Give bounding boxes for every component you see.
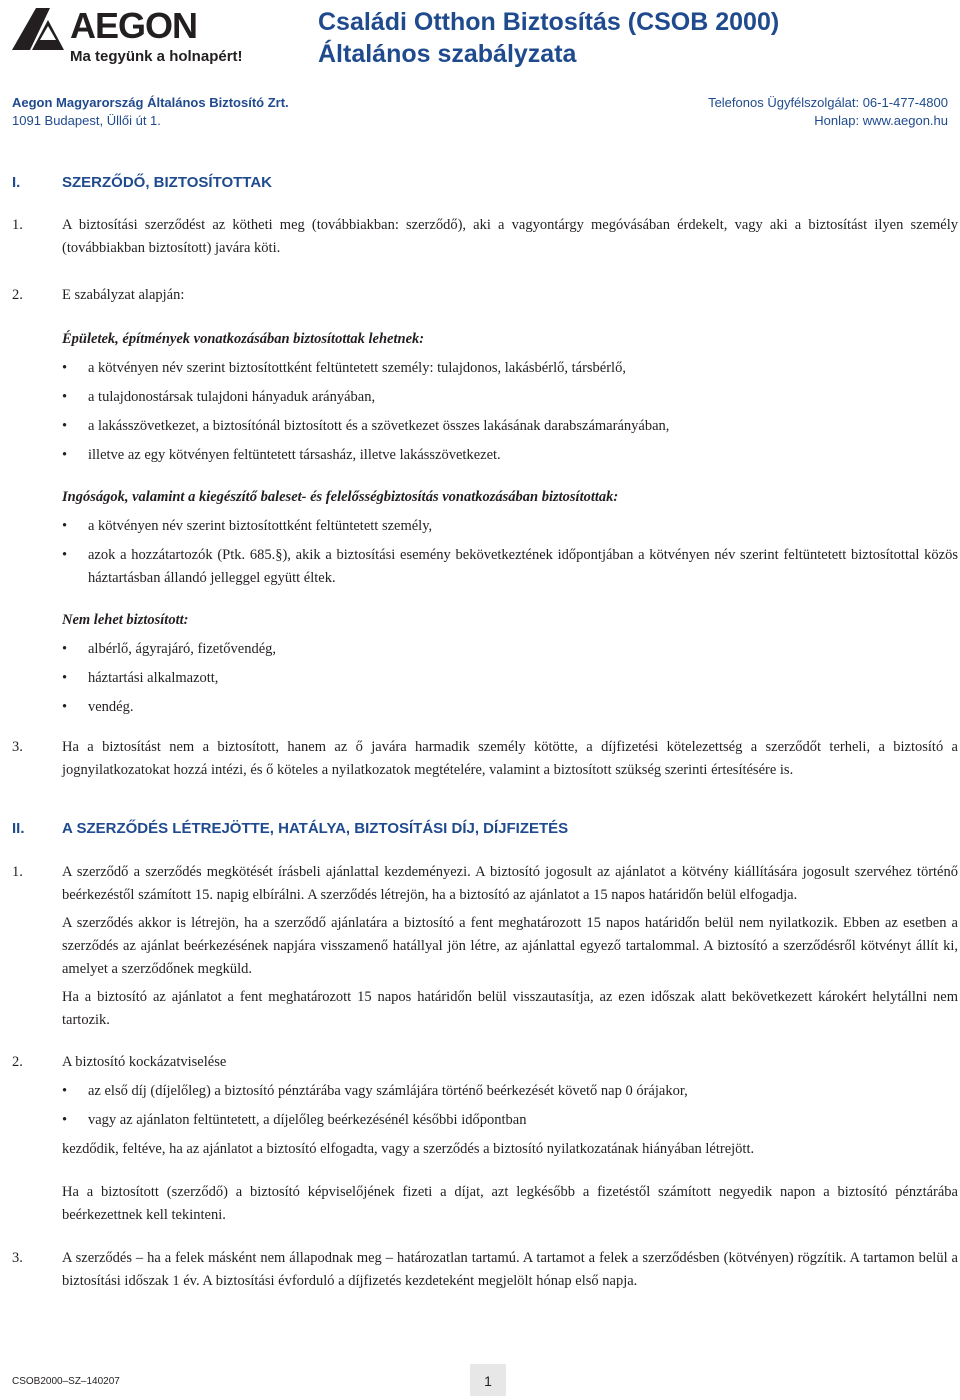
list-item: • a kötvényen név szerint biztosítottként feltüntetett személy: tulajdonos, lakásbérlő, társbérlő, (12, 357, 958, 380)
paragraph-number: 1. (12, 217, 23, 233)
list-item: • a lakásszövetkezet, a biztosítónál biztosított és a szövetkezet összes lakásának darabszámarányában, (12, 415, 958, 438)
section-2-body (12, 861, 958, 1293)
paragraph-1-2 (12, 284, 958, 307)
logo-tagline: Ma tegyünk a holnapért! (70, 48, 243, 65)
risk-start-list (12, 1080, 958, 1132)
paragraph-text: Ha a biztosított (szerződő) a biztosító képviselőjének fizeti a díjat, azt legkésőbb a fizetéstől számított negyedik napon a biztosító pénztárába beérkezettnek kell tekinteni. (62, 1184, 958, 1223)
company-name: Aegon Magyarország Általános Biztosító Zrt. (12, 95, 289, 110)
list-item: • illetve az egy kötvényen feltüntetett társasház, illetve lakásszövetkezet. (12, 444, 958, 467)
list-item: • a kötvényen név szerint biztosítottként feltüntetett személy, (12, 515, 958, 538)
aegon-logo-icon (10, 6, 68, 52)
list-item: • azok a hozzátartozók (Ptk. 685.§), akik a biztosítási esemény bekövetkeztének időpontjában a kötvényen név szerint feltüntetett biztosítottal közös háztartásban állandó jelleggel együtt éltek. (12, 544, 958, 590)
paragraph-number: 3. (12, 739, 23, 755)
list-item: • az első díj (díjelőleg) a biztosító pénztárába vagy számlájára történő beérkezését követő nap 0 órájakor, (12, 1080, 958, 1103)
section-1-body (12, 214, 958, 782)
paragraph-text: Ha a biztosítást nem a biztosított, hanem az ő javára harmadik személy kötötte, a díjfizetési kötelezettség a szerződőt terheli, a biztosító a jognyilatkozatokat hozzá intézi, és ő köteles a nyilatkozatok megtételére, valamint a biztosított szükség szerinti értesítésére is. (62, 739, 958, 778)
excluded-list (12, 638, 958, 719)
list-item: • háztartási alkalmazott, (12, 667, 958, 690)
paragraph-text: A biztosító kockázatviselése (62, 1054, 227, 1070)
movables-list (12, 515, 958, 590)
section-title: A SZERZŐDÉS LÉTREJÖTTE, HATÁLYA, BIZTOSÍTÁSI DÍJ, DÍJFIZETÉS (62, 820, 569, 837)
movables-heading: Ingóságok, valamint a kiegészítő baleset- és felelősségbiztosítás vonatkozásában biztosítottak: (62, 489, 619, 505)
paragraph-number: 2. (12, 287, 23, 303)
paragraph-text: A szerződés akkor is létrejön, ha a szerződő ajánlatára a biztosító a fent meghatározott 15 napos határidőn belül nem nyilatkozik. Ebben az esetben a szerződés az ajánlat beérkezésének napjára visszamenő hatállyal jön létre, az ajánlattal egyező tartalommal. A biztosító a szerződésről kötvényt állít ki, amelyet a szerződőnek megküld. (62, 915, 958, 977)
paragraph-2-3 (12, 1247, 958, 1293)
aegon-logo (10, 4, 260, 68)
document-code: CSOB2000–SZ–140207 (12, 1376, 120, 1387)
excluded-heading: Nem lehet biztosított: (62, 612, 189, 628)
paragraph-2-1 (12, 861, 958, 1032)
contact-info (708, 94, 948, 130)
paragraph-text: A biztosítási szerződést az kötheti meg (továbbiakban: szerződő), aki a vagyontárgy megóvásában érdekelt, vagy aki a biztosítást ilyen személy (továbbiakban biztosított) javára köti. (62, 217, 958, 256)
paragraph-text: E szabályzat alapján: (62, 287, 185, 303)
website-line: Honlap: www.aegon.hu (814, 113, 948, 128)
phone-line: Telefonos Ügyfélszolgálat: 06-1-477-4800 (708, 95, 948, 110)
paragraph-number: 1. (12, 864, 23, 880)
paragraph-text: kezdődik, feltéve, ha az ajánlatot a biztosító elfogadta, vagy a szerződés a biztosító nyilatkozatának hiányában létrejött. (62, 1141, 755, 1157)
paragraph-1-3 (12, 736, 958, 782)
company-address: 1091 Budapest, Üllői út 1. (12, 113, 161, 128)
list-item: • vendég. (12, 696, 958, 719)
buildings-heading: Épületek, építmények vonatkozásában biztosítottak lehetnek: (62, 331, 425, 347)
list-item: • albérlő, ágyrajáró, fizetővendég, (12, 638, 958, 661)
section-number: II. (12, 820, 25, 837)
section-heading-1 (12, 174, 272, 191)
section-number: I. (12, 174, 21, 191)
paragraph-1-1 (12, 214, 958, 260)
company-info (12, 94, 289, 130)
list-item: • vagy az ajánlaton feltüntetett, a díjelőleg beérkezésénél későbbi időpontban (12, 1109, 958, 1132)
paragraph-number: 3. (12, 1250, 23, 1266)
paragraph-text: Ha a biztosító az ajánlatot a fent meghatározott 15 napos határidőn belül visszautasítja, az ezen időszak alatt bekövetkezett károkért helytállni nem tartozik. (62, 989, 958, 1028)
title-line-1: Családi Otthon Biztosítás (CSOB 2000) (318, 8, 780, 36)
section-title: SZERZŐDŐ, BIZTOSÍTOTTAK (62, 174, 272, 191)
title-line-2: Általános szabályzata (318, 40, 577, 68)
paragraph-text: A szerződő a szerződés megkötését írásbeli ajánlattal kezdeményezi. A biztosító jogosult az ajánlatot a kötvény kiállítására jogosult szervéhez történő beérkezéstől számított 15. napig elbírálni. A szerződés létrejön, ha a biztosító az ajánlatot a 15 napos határidőn belül elfogadja. (62, 864, 958, 903)
section-heading-2 (12, 820, 568, 837)
buildings-list (12, 357, 958, 467)
paragraph-2-2 (12, 1051, 958, 1074)
list-item: • a tulajdonostársak tulajdoni hányaduk arányában, (12, 386, 958, 409)
document-title (318, 6, 779, 70)
logo-wordmark: AEGON (70, 5, 198, 46)
paragraph-number: 2. (12, 1054, 23, 1070)
page-number: 1 (470, 1364, 506, 1396)
paragraph-text: A szerződés – ha a felek másként nem állapodnak meg – határozatlan tartamú. A tartamot a felek a szerződésben (kötvényen) rögzítik. A tartamon belül a biztosítási időszak 1 év. A biztosítási évforduló a díjfizetés kezdeteként megjelölt hónap első napja. (62, 1250, 958, 1289)
